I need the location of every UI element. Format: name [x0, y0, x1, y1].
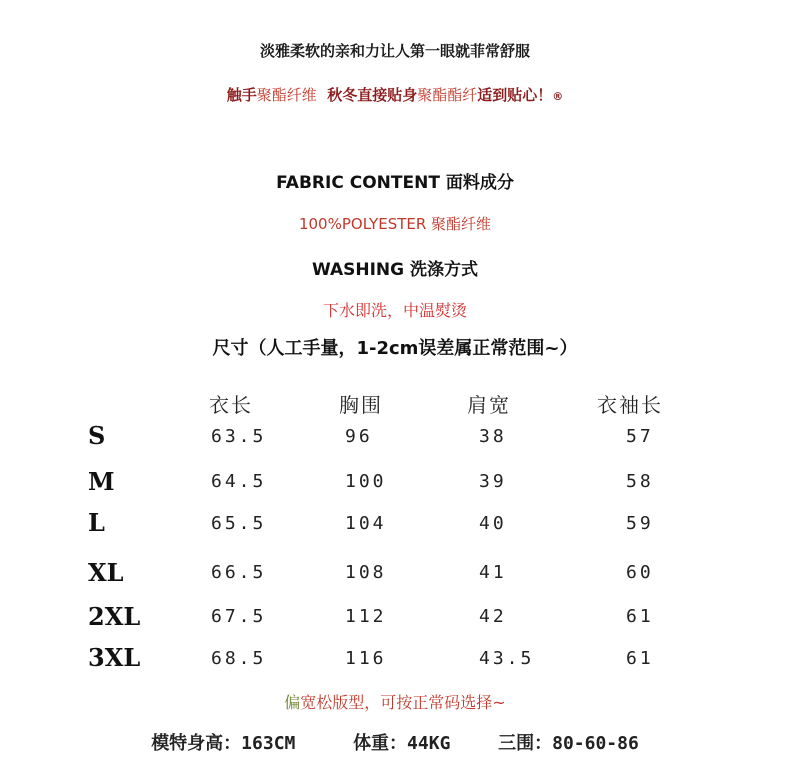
fit-note: [0, 690, 790, 713]
cell-chest: 112: [345, 606, 387, 627]
intro-touch-text: 触手: [226, 86, 257, 104]
intro-line-2: [0, 84, 790, 105]
cell-sleeve: 61: [626, 606, 654, 627]
cell-sleeve: 59: [626, 513, 654, 534]
cell-length: 67.5: [211, 606, 267, 627]
cell-length: 68.5: [211, 648, 267, 669]
cell-shoulder: 43.5: [479, 648, 535, 669]
header-length: 衣长: [209, 393, 253, 417]
cell-length: 66.5: [211, 562, 267, 583]
washing-value: 下水即洗，中温熨烫: [322, 301, 467, 320]
fabric-content-title: FABRIC CONTENT 面料成分: [276, 173, 514, 193]
intro-comfort-text: 适到贴心！: [477, 86, 553, 104]
model-info: [0, 729, 790, 755]
fit-note-prefix: 偏: [284, 693, 301, 712]
size-label: 3XL: [88, 643, 141, 672]
cell-shoulder: 38: [479, 426, 507, 447]
cell-chest: 100: [345, 471, 387, 492]
size-note: 尺寸（人工手量，1-2cm误差属正常范围~）: [212, 338, 578, 359]
fit-note-text: 宽松版型，可按正常码选择~: [300, 693, 506, 712]
intro-fiber-text-2: 聚酯酯纤: [417, 86, 478, 104]
intro-winter-text: 秋冬直接贴身: [316, 86, 418, 104]
cell-chest: 96: [345, 426, 373, 447]
header-sleeve: 衣袖长: [597, 393, 663, 417]
header-shoulder: 肩宽: [467, 393, 511, 417]
cell-shoulder: 39: [479, 471, 507, 492]
model-height: 模特身高：163CM: [151, 733, 296, 754]
size-label: M: [88, 467, 115, 496]
size-label: 2XL: [88, 602, 141, 631]
intro-line-1: 淡雅柔软的亲和力让人第一眼就菲常舒服: [259, 42, 530, 60]
model-weight: 体重：44KG: [353, 733, 451, 754]
cell-shoulder: 41: [479, 562, 507, 583]
cell-length: 63.5: [211, 426, 267, 447]
cell-chest: 108: [345, 562, 387, 583]
cell-length: 64.5: [211, 471, 267, 492]
cell-sleeve: 61: [626, 648, 654, 669]
size-label: S: [88, 421, 106, 450]
cell-sleeve: 58: [626, 471, 654, 492]
registered-mark: ®: [552, 90, 564, 103]
header-chest: 胸围: [339, 393, 383, 417]
cell-sleeve: 57: [626, 426, 654, 447]
cell-chest: 116: [345, 648, 387, 669]
size-label: L: [88, 508, 105, 537]
cell-shoulder: 42: [479, 606, 507, 627]
cell-length: 65.5: [211, 513, 267, 534]
model-measurements: 三围：80-60-86: [498, 733, 639, 754]
cell-shoulder: 40: [479, 513, 507, 534]
size-label: XL: [88, 558, 124, 587]
cell-chest: 104: [345, 513, 387, 534]
cell-sleeve: 60: [626, 562, 654, 583]
fabric-content-value: 100%POLYESTER 聚酯纤维: [298, 215, 492, 233]
washing-title: WASHING 洗涤方式: [311, 260, 479, 280]
intro-fiber-text: 聚酯纤维: [256, 86, 317, 104]
